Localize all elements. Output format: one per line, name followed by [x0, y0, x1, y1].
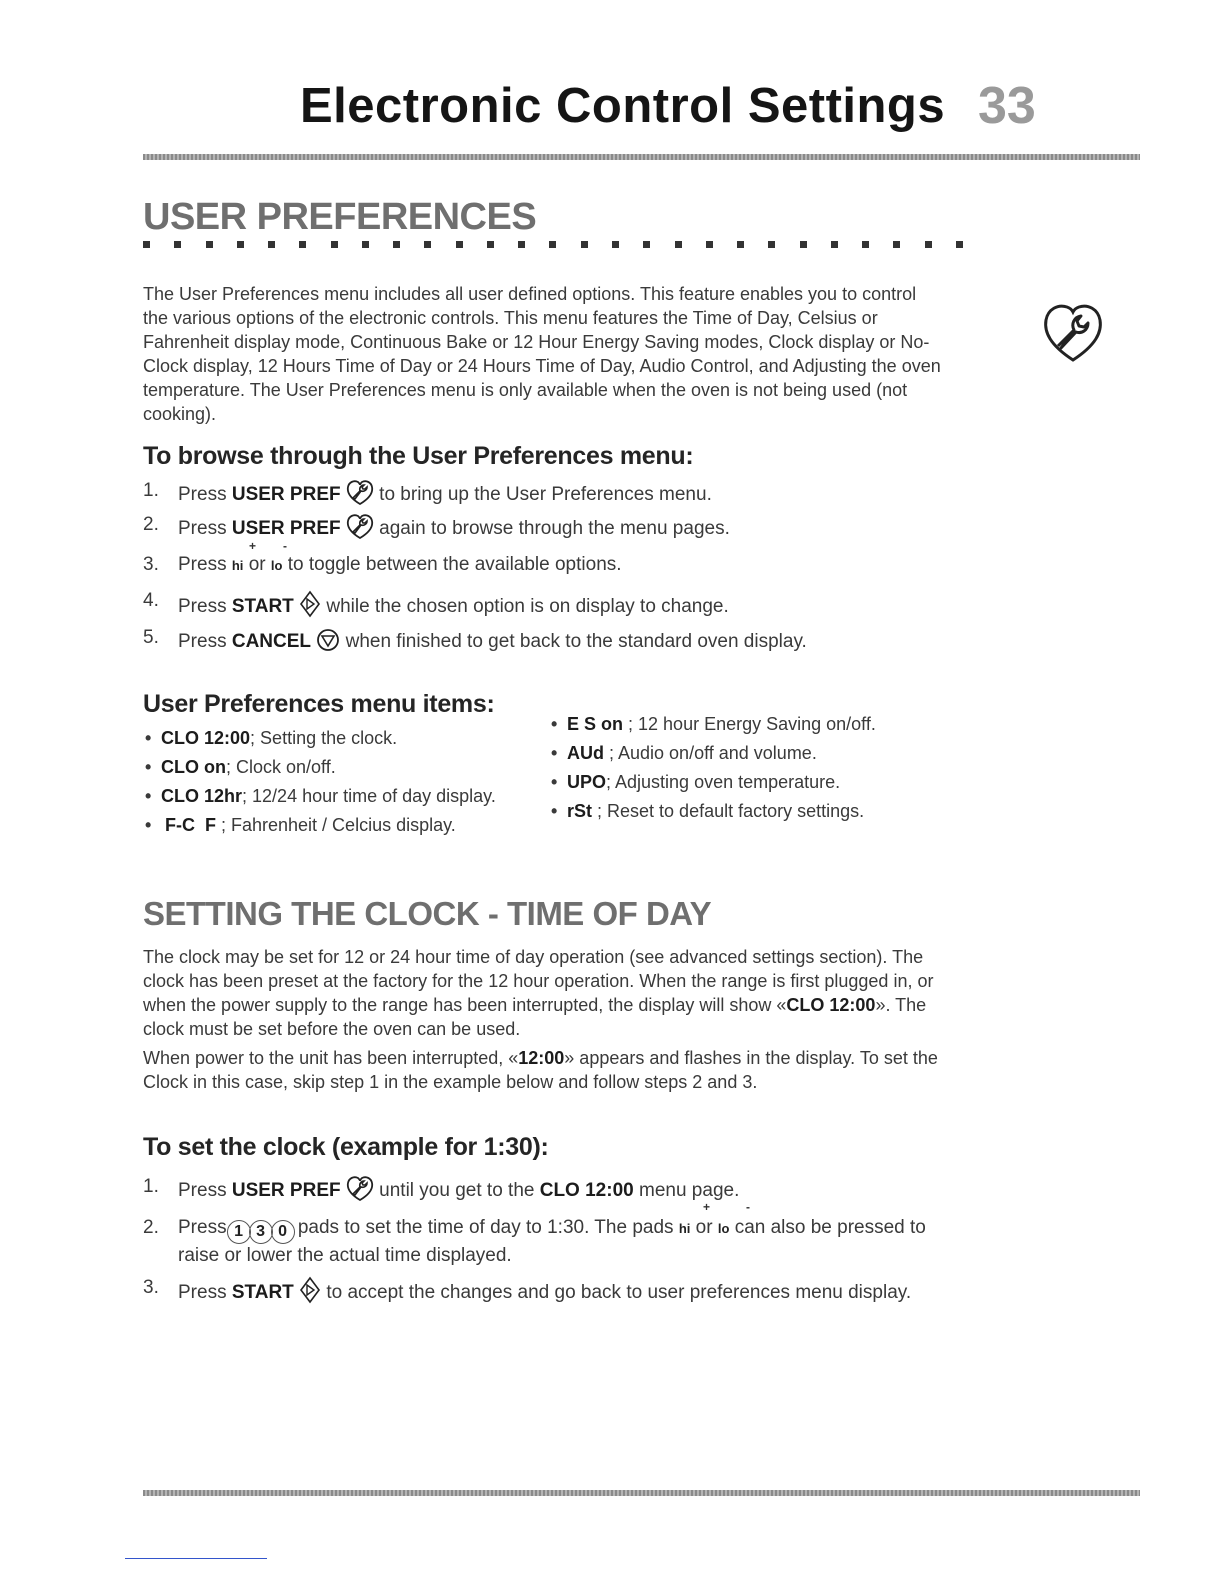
step-text: can also be pressed to raise or lower the actual time displayed.: [178, 1217, 926, 1266]
menu-item: • E S on ; 12 hour Energy Saving on/off.: [549, 710, 939, 739]
browse-step: [143, 554, 953, 590]
menu-items-right: [549, 710, 939, 826]
step-text: or: [695, 1217, 713, 1238]
menu-item: • UPO; Adjusting oven temperature.: [549, 768, 939, 797]
user-pref-key: USER PREF: [231, 1180, 341, 1201]
menu-item: • CLO 12:00; Setting the clock.: [143, 724, 543, 753]
dotted-divider: [143, 241, 963, 248]
step-number: 5.: [143, 627, 159, 648]
clock-step: [143, 1216, 953, 1276]
cancel-icon: [316, 627, 340, 653]
set-clock-heading: To set the clock (example for 1:30):: [143, 1133, 549, 1161]
step-text: Press: [178, 554, 227, 575]
clock-step: [143, 1176, 953, 1216]
lo-key: lo: [717, 1221, 730, 1236]
hi-key: hi: [678, 1221, 691, 1236]
clock-step: [143, 1276, 953, 1305]
step-text: Press: [178, 484, 227, 505]
browse-step: [143, 514, 953, 554]
step-code: CLO 12:00: [539, 1180, 634, 1201]
clock-steps-list: [143, 1176, 953, 1305]
step-text: Press: [178, 631, 227, 652]
step-text: pads to set the time of day to 1:30. The pads: [297, 1217, 674, 1238]
section-title-user-preferences: USER PREFERENCES: [143, 196, 537, 238]
step-text: while the chosen option is on display to change.: [326, 596, 729, 617]
pad-3-icon: 3: [249, 1220, 273, 1244]
pad-0-icon: 0: [271, 1220, 295, 1244]
hi-key: hi: [231, 558, 244, 573]
menu-item: • CLO 12hr; 12/24 hour time of day display.: [143, 782, 543, 811]
step-number: 3.: [143, 554, 159, 575]
step-text: Press: [178, 596, 227, 617]
browse-step: [143, 480, 953, 514]
menu-item: • rSt ; Reset to default factory settings.: [549, 797, 939, 826]
step-text: again to browse through the menu pages.: [379, 518, 730, 539]
header-divider: [143, 154, 1140, 160]
plus-label: +: [249, 539, 257, 553]
step-number: 2.: [143, 514, 159, 535]
lo-key: lo: [270, 558, 283, 573]
wrench-icon: [346, 1176, 374, 1202]
step-text: Press: [178, 1217, 227, 1238]
menu-item: • F-C F ; Fahrenheit / Celcius display.: [143, 811, 543, 840]
start-icon: [299, 1276, 321, 1304]
step-number: 1.: [143, 480, 159, 501]
minus-label: -: [283, 539, 287, 553]
menu-items-left: [143, 724, 543, 840]
step-text: to toggle between the available options.: [287, 554, 622, 575]
user-pref-key: USER PREF: [231, 484, 341, 505]
clock-paragraph-1: The clock may be set for 12 or 24 hour time of day operation (see advanced settings section). The clock has been preset at the factory for the 12 hour operation. When the range is first plugged in, or when the power supply to the range has been interrupted, the display will show «CLO 12:00». The clock must be set before the oven can be used.: [143, 947, 934, 1039]
section-title-setting-clock: SETTING THE CLOCK - TIME OF DAY: [143, 895, 712, 932]
start-key: START: [231, 596, 294, 617]
browse-heading: To browse through the User Preferences menu:: [143, 442, 694, 470]
cancel-key: CANCEL: [231, 631, 312, 652]
step-number: 4.: [143, 590, 159, 611]
page-number: 33: [978, 77, 1036, 135]
step-text: Press: [178, 1282, 227, 1303]
step-text: to accept the changes and go back to user preferences menu display.: [326, 1282, 912, 1303]
step-text: or: [248, 554, 266, 575]
user-preferences-intro: The User Preferences menu includes all user defined options. This feature enables you to control the various options of the electronic controls. This menu features the Time of Day, Celsius or Fahrenheit display mode, Continuous Bake or 12 Hour Energy Saving modes, Clock display or No-Clock display, 12 Hours Time of Day or 24 Hours Time of Day, Audio Control, and Adjusting the oven temperature. The User Preferences menu is only available when the oven is not being used (not cooking).: [143, 284, 941, 424]
step-number: 1.: [143, 1176, 159, 1197]
browse-step: [143, 627, 953, 663]
footer-divider: [143, 1490, 1140, 1496]
browse-step: [143, 590, 953, 627]
clock-paragraph-2: When power to the unit has been interrupted, «12:00» appears and flashes in the display. To set the Clock in this case, skip step 1 in the example below and follow steps 2 and 3.: [143, 1048, 938, 1092]
wrench-icon: [346, 480, 374, 506]
wrench-icon: [346, 514, 374, 540]
user-pref-key: USER PREF: [231, 518, 341, 539]
start-icon: [299, 590, 321, 618]
step-text: to bring up the User Preferences menu.: [379, 484, 712, 505]
step-text: when finished to get back to the standard oven display.: [345, 631, 807, 652]
start-key: START: [231, 1282, 294, 1303]
menu-item: • AUd ; Audio on/off and volume.: [549, 739, 939, 768]
browse-steps-list: [143, 480, 953, 663]
step-text: Press: [178, 1180, 227, 1201]
step-text: Press: [178, 518, 227, 539]
page-title: Electronic Control Settings: [300, 79, 946, 133]
step-text: until you get to the: [379, 1180, 535, 1201]
footer-link-line: [125, 1558, 267, 1559]
step-number: 3.: [143, 1277, 159, 1298]
step-text: menu page.: [639, 1180, 740, 1201]
menu-item: • CLO on; Clock on/off.: [143, 753, 543, 782]
wrench-icon: [1040, 300, 1106, 366]
items-heading: User Preferences menu items:: [143, 690, 495, 718]
plus-label: +: [703, 1200, 711, 1214]
step-number: 2.: [143, 1217, 159, 1238]
pad-1-icon: 1: [227, 1220, 251, 1244]
minus-label: -: [746, 1200, 750, 1214]
